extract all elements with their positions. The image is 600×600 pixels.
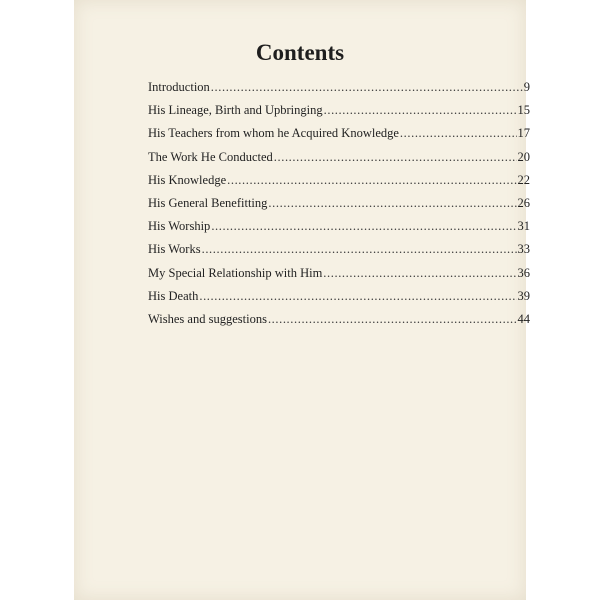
dot-leader [268,312,517,327]
toc-entry-page-number: 33 [517,242,530,257]
toc-entry [148,126,530,149]
toc-entry-title: His Death [148,288,199,303]
toc-entry [148,80,530,103]
dot-leader [202,242,517,257]
toc-entry-page-number: 39 [517,288,530,303]
dot-leader [323,266,516,281]
toc-entry-page-number: 15 [517,103,530,118]
toc-entry-title: His Worship [148,219,211,234]
dot-leader [199,289,516,304]
toc-entry-title: His Teachers from whom he Acquired Knowledge [148,126,399,141]
toc-entry [148,289,530,312]
toc-entry-page-number: 22 [517,172,530,187]
dot-leader [268,196,516,211]
toc-entry [148,242,530,265]
toc-entry-title: His Lineage, Birth and Upbringing [148,103,323,118]
dot-leader [227,173,516,188]
toc-entry-title: Introduction [148,80,210,94]
toc-entry-page-number: 9 [523,80,530,94]
toc-entry [148,219,530,242]
toc-entry [148,173,530,196]
table-of-contents [148,80,530,335]
book-page [74,0,530,600]
page-title: Contents [255,40,345,65]
toc-entry-page-number: 26 [517,195,530,210]
toc-entry-page-number: 36 [517,265,530,280]
toc-entry [148,266,530,289]
toc-entry-title: My Special Relationship with Him [148,265,323,280]
dot-leader [211,219,516,234]
toc-entry-title: His General Benefitting [148,195,268,210]
toc-entry [148,103,530,126]
toc-entry [148,196,530,219]
toc-entry-title: Wishes and suggestions [148,311,267,326]
dot-leader [274,150,517,165]
toc-entry [148,150,530,173]
toc-entry-title: His Works [148,242,201,257]
toc-entry-page-number: 17 [517,126,530,141]
toc-entry-page-number: 20 [517,149,530,164]
toc-entry [148,312,530,335]
toc-entry-title: The Work He Conducted [148,149,273,164]
dot-leader [211,80,523,95]
toc-entry-page-number: 44 [517,311,530,326]
dot-leader [400,126,517,141]
toc-entry-title: His Knowledge [148,172,227,187]
dot-leader [324,103,517,118]
toc-entry-page-number: 31 [517,219,530,234]
